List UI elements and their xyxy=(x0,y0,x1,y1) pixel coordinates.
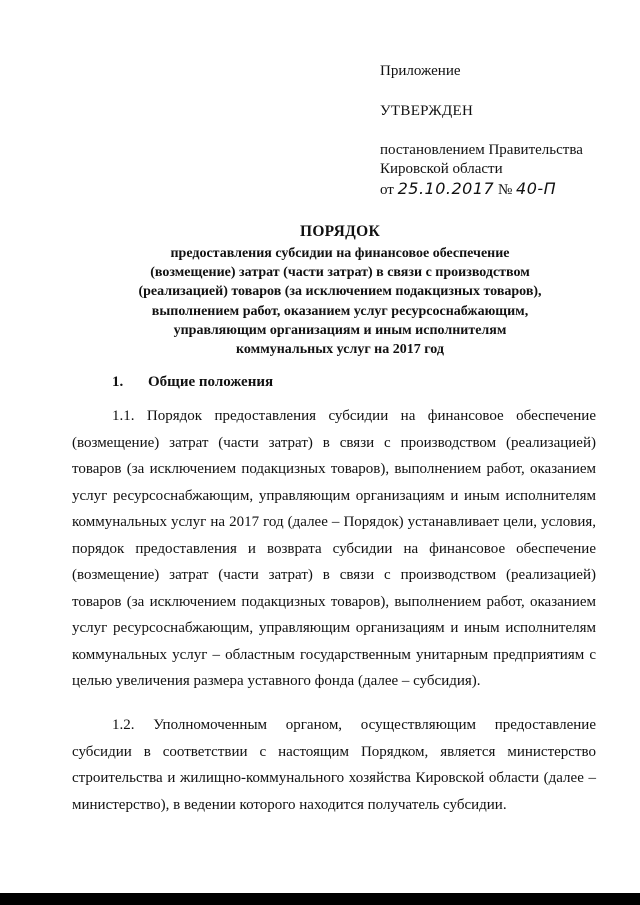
appendix-label: Приложение xyxy=(380,63,461,79)
section-title: Общие положения xyxy=(148,374,274,390)
number-sign: № xyxy=(497,182,513,198)
decree-line-2: Кировской области xyxy=(380,161,503,177)
title-line: (реализацией) товаров (за исключением подакцизных товаров), xyxy=(138,284,542,300)
title-line: предоставления субсидии на финансовое обеспечение xyxy=(170,246,510,261)
paragraph-1-2: 1.2. Уполномоченным органом, осуществляющим предоставление субсидии в соответствии с настоящим Порядком, является министерство строительства и жилищно-коммунального хозяйства Кировской области (далее – министерство), в ведении которого находится получатель субсидии. xyxy=(72,717,596,813)
approval-block xyxy=(380,62,620,200)
title-line: коммунальных услуг на 2017 год xyxy=(236,342,444,358)
handwritten-date: 25.10.2017 xyxy=(397,179,495,198)
section-heading xyxy=(112,372,273,392)
handwritten-number: 40-П xyxy=(516,179,557,198)
section-number: 1. xyxy=(112,374,124,390)
title-heading: ПОРЯДОК xyxy=(299,223,381,240)
approved-label: УТВЕРЖДЕН xyxy=(380,103,474,119)
title-line: выполнением работ, оказанием услуг ресурсоснабжающим, xyxy=(151,303,529,319)
document-title xyxy=(70,222,610,359)
scan-border-bottom xyxy=(0,893,640,905)
date-prefix: от xyxy=(380,182,394,198)
decree-date-line xyxy=(380,179,620,200)
paragraph-1-1: 1.1. Порядок предоставления субсидии на финансовое обеспечение (возмещение) затрат (части затрат) в связи с производством (реализацией) товаров (за исключением подакцизных товаров), выполнением работ, оказанием услуг ресурсоснабжающим, управляющим организациям и иным исполнителям коммунальных услуг на 2017 год (далее – Порядок) устанавливает цели, условия, порядок предоставления и возврата субсидии на финансовое обеспечение (возмещение) затрат (части затрат) в связи с производством (реализацией) товаров (за исключением подакцизных товаров), выполнением работ, оказанием услуг ресурсоснабжающим, управляющим организациям и иным исполнителям коммунальных услуг – областным государственным унитарным предприятиям с целью увеличения размера уставного фонда (далее – субсидия). xyxy=(72,408,596,689)
decree-line-1: постановлением Правительства xyxy=(380,142,583,158)
title-line: управляющим организациям и иным исполнителям xyxy=(173,322,507,338)
title-line: (возмещение) затрат (части затрат) в связи с производством xyxy=(150,265,530,281)
